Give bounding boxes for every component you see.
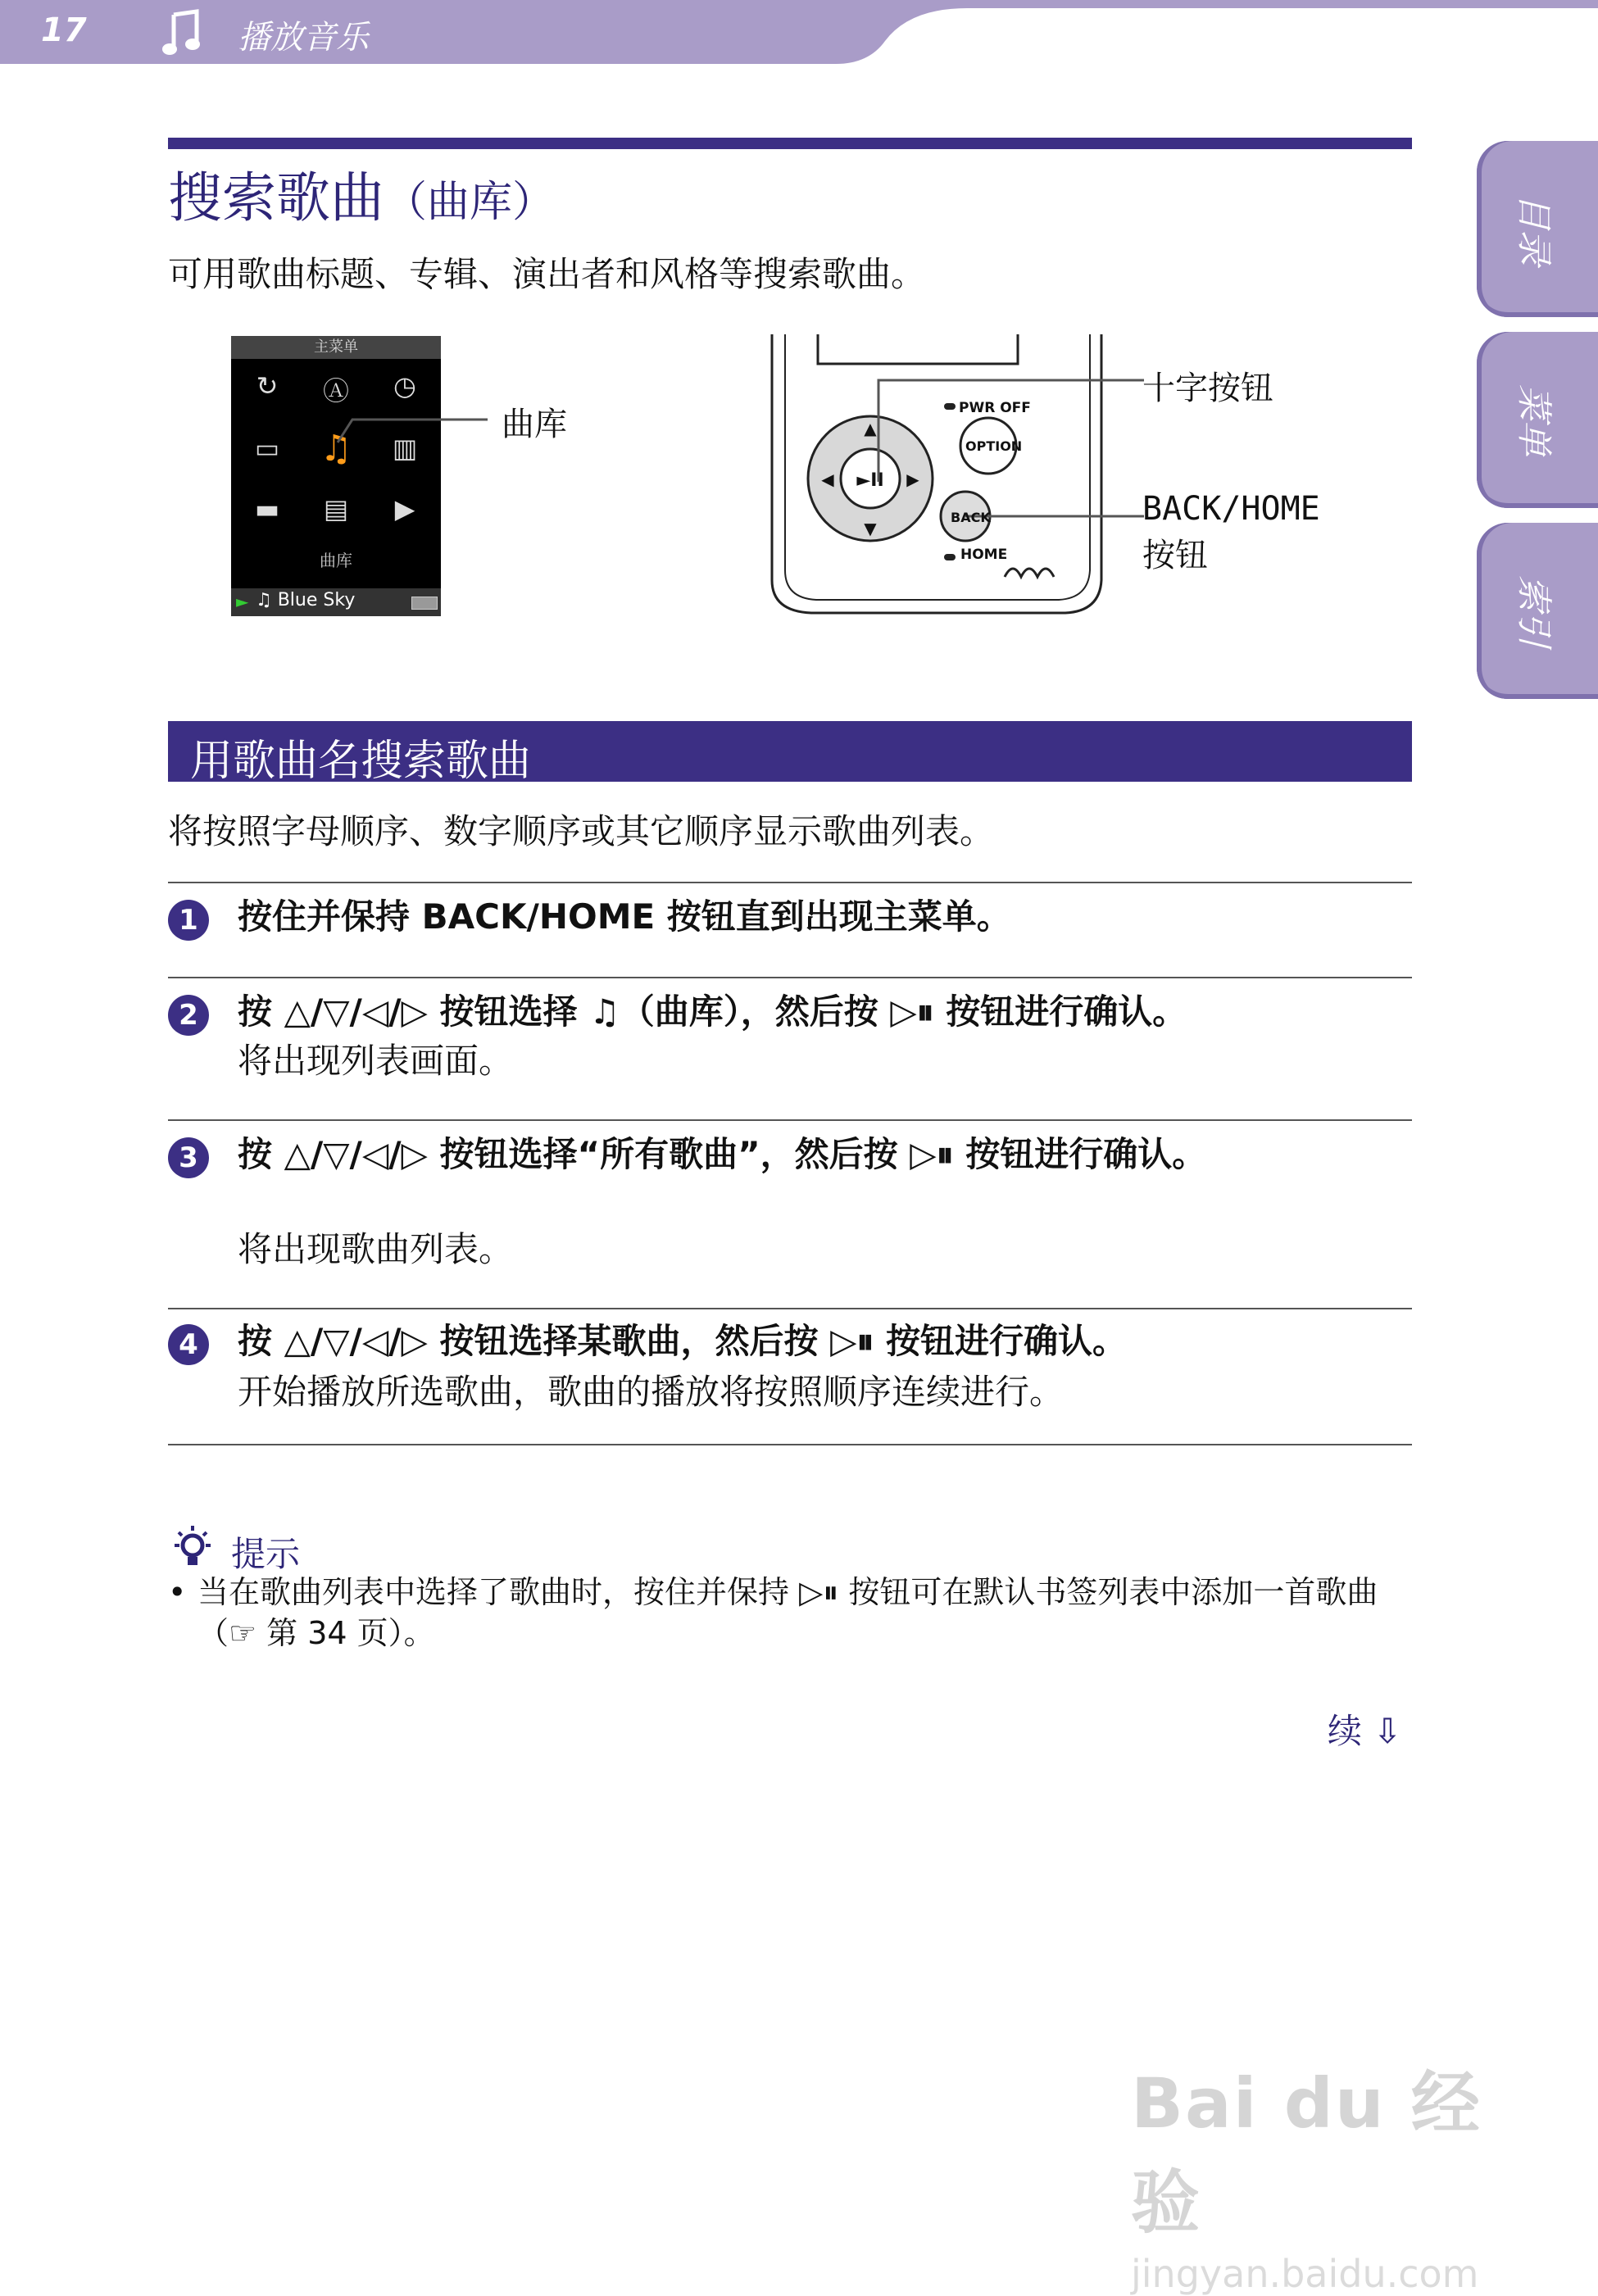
step-number: 1 <box>168 900 209 941</box>
tip-body: 当在歌曲列表中选择了歌曲时，按住并保持 ▷⏸ 按钮可在默认书签列表中添加一首歌曲（☞ 第 34 页）。 <box>197 1574 1378 1651</box>
page-number: 17 <box>41 11 87 49</box>
divider <box>168 1119 1412 1121</box>
callout-cross-button: 十字按钮 <box>1142 370 1273 407</box>
screen-header: 主菜单 <box>231 336 441 359</box>
svg-text:▲: ▲ <box>864 419 877 438</box>
toolbox-icon: ▬ <box>254 493 280 524</box>
search-icon: Ⓐ <box>322 375 349 406</box>
watermark-logo: Bai du 经验 <box>1131 2063 1482 2243</box>
step-2-result: 将出现列表画面。 <box>238 1041 514 1081</box>
clock-icon: ◷ <box>393 370 416 402</box>
photo-icon: ▭ <box>254 433 280 464</box>
back-button[interactable]: BACK <box>951 510 991 525</box>
step-number: 3 <box>168 1137 209 1178</box>
callout-line <box>328 410 492 459</box>
svg-text:▼: ▼ <box>864 519 877 538</box>
divider <box>168 1308 1412 1309</box>
page-title-main: 搜索歌曲 <box>168 166 384 229</box>
now-playing: ♫ Blue Sky <box>256 590 356 610</box>
page-title <box>168 154 555 232</box>
svg-text:◀: ◀ <box>821 470 834 489</box>
video-icon: ▥ <box>392 433 418 464</box>
pwr-off-label: PWR OFF <box>959 400 1031 416</box>
tip-text <box>168 1572 1414 1654</box>
step-3-text: 按 △/▽/◁/▷ 按钮选择“所有歌曲”，然后按 ▷⏸ 按钮进行确认。 <box>238 1134 1207 1174</box>
battery-icon <box>411 597 438 610</box>
svg-text:▶: ▶ <box>906 470 919 489</box>
bullet-icon: • <box>168 1574 187 1610</box>
music-note-icon <box>162 8 203 57</box>
divider <box>168 1444 1412 1445</box>
tab-menu-label: 菜单 <box>1513 383 1555 456</box>
tab-menu[interactable] <box>1477 332 1598 508</box>
tab-contents[interactable] <box>1477 141 1598 317</box>
watermark-url: jingyan.baidu.com <box>1131 2252 1479 2296</box>
divider <box>168 882 1412 883</box>
device-body-image <box>762 334 1155 621</box>
tab-index-label: 索引 <box>1513 574 1555 647</box>
svg-text:►II: ►II <box>856 470 884 491</box>
subsection-title: 用歌曲名搜索歌曲 <box>190 737 532 786</box>
shuffle-icon: ↻ <box>256 370 279 402</box>
step-4-result: 开始播放所选歌曲，歌曲的播放将按照顺序连续进行。 <box>238 1372 1065 1412</box>
home-label: HOME <box>960 547 1008 563</box>
step-1-text: 按住并保持 BACK/HOME 按钮直到出现主菜单。 <box>238 896 1011 937</box>
page-intro: 可用歌曲标题、专辑、演出者和风格等搜索歌曲。 <box>168 254 926 294</box>
step-number: 2 <box>168 995 209 1036</box>
callout-back-home-button: 按钮 <box>1142 537 1208 574</box>
step-3-result: 将出现歌曲列表。 <box>238 1229 514 1269</box>
music-library-icon: ♫ <box>320 428 352 470</box>
option-button[interactable]: OPTION <box>965 438 1023 454</box>
section-title: 播放音乐 <box>238 19 369 57</box>
divider <box>168 977 1412 978</box>
tip-title: 提示 <box>231 1534 301 1574</box>
subsection-intro: 将按照字母顺序、数字顺序或其它顺序显示歌曲列表。 <box>168 811 995 851</box>
now-playing-title: Blue Sky <box>277 590 356 610</box>
playlist-icon: ▶ <box>394 493 415 524</box>
callout-back-home: BACK/HOME <box>1142 490 1320 528</box>
device-screen-image <box>231 336 441 616</box>
step-2-text: 按 △/▽/◁/▷ 按钮选择 ♫（曲库），然后按 ▷⏸ 按钮进行确认。 <box>238 991 1187 1032</box>
lightbulb-icon <box>168 1524 217 1573</box>
title-rule <box>168 138 1412 149</box>
step-number: 4 <box>168 1324 209 1365</box>
baidu-watermark <box>1131 2049 1500 2296</box>
page-title-suffix: （曲库） <box>384 178 556 227</box>
tab-contents-label: 目录 <box>1513 193 1555 265</box>
callout-library: 曲库 <box>502 406 567 443</box>
screen-label: 曲库 <box>320 551 352 570</box>
tab-index[interactable] <box>1477 523 1598 699</box>
document-icon: ▤ <box>323 493 349 524</box>
play-icon: ► <box>236 592 249 611</box>
step-4-text: 按 △/▽/◁/▷ 按钮选择某歌曲，然后按 ▷⏸ 按钮进行确认。 <box>238 1321 1128 1361</box>
continued-link[interactable]: 续 ⇩ <box>1328 1711 1402 1751</box>
